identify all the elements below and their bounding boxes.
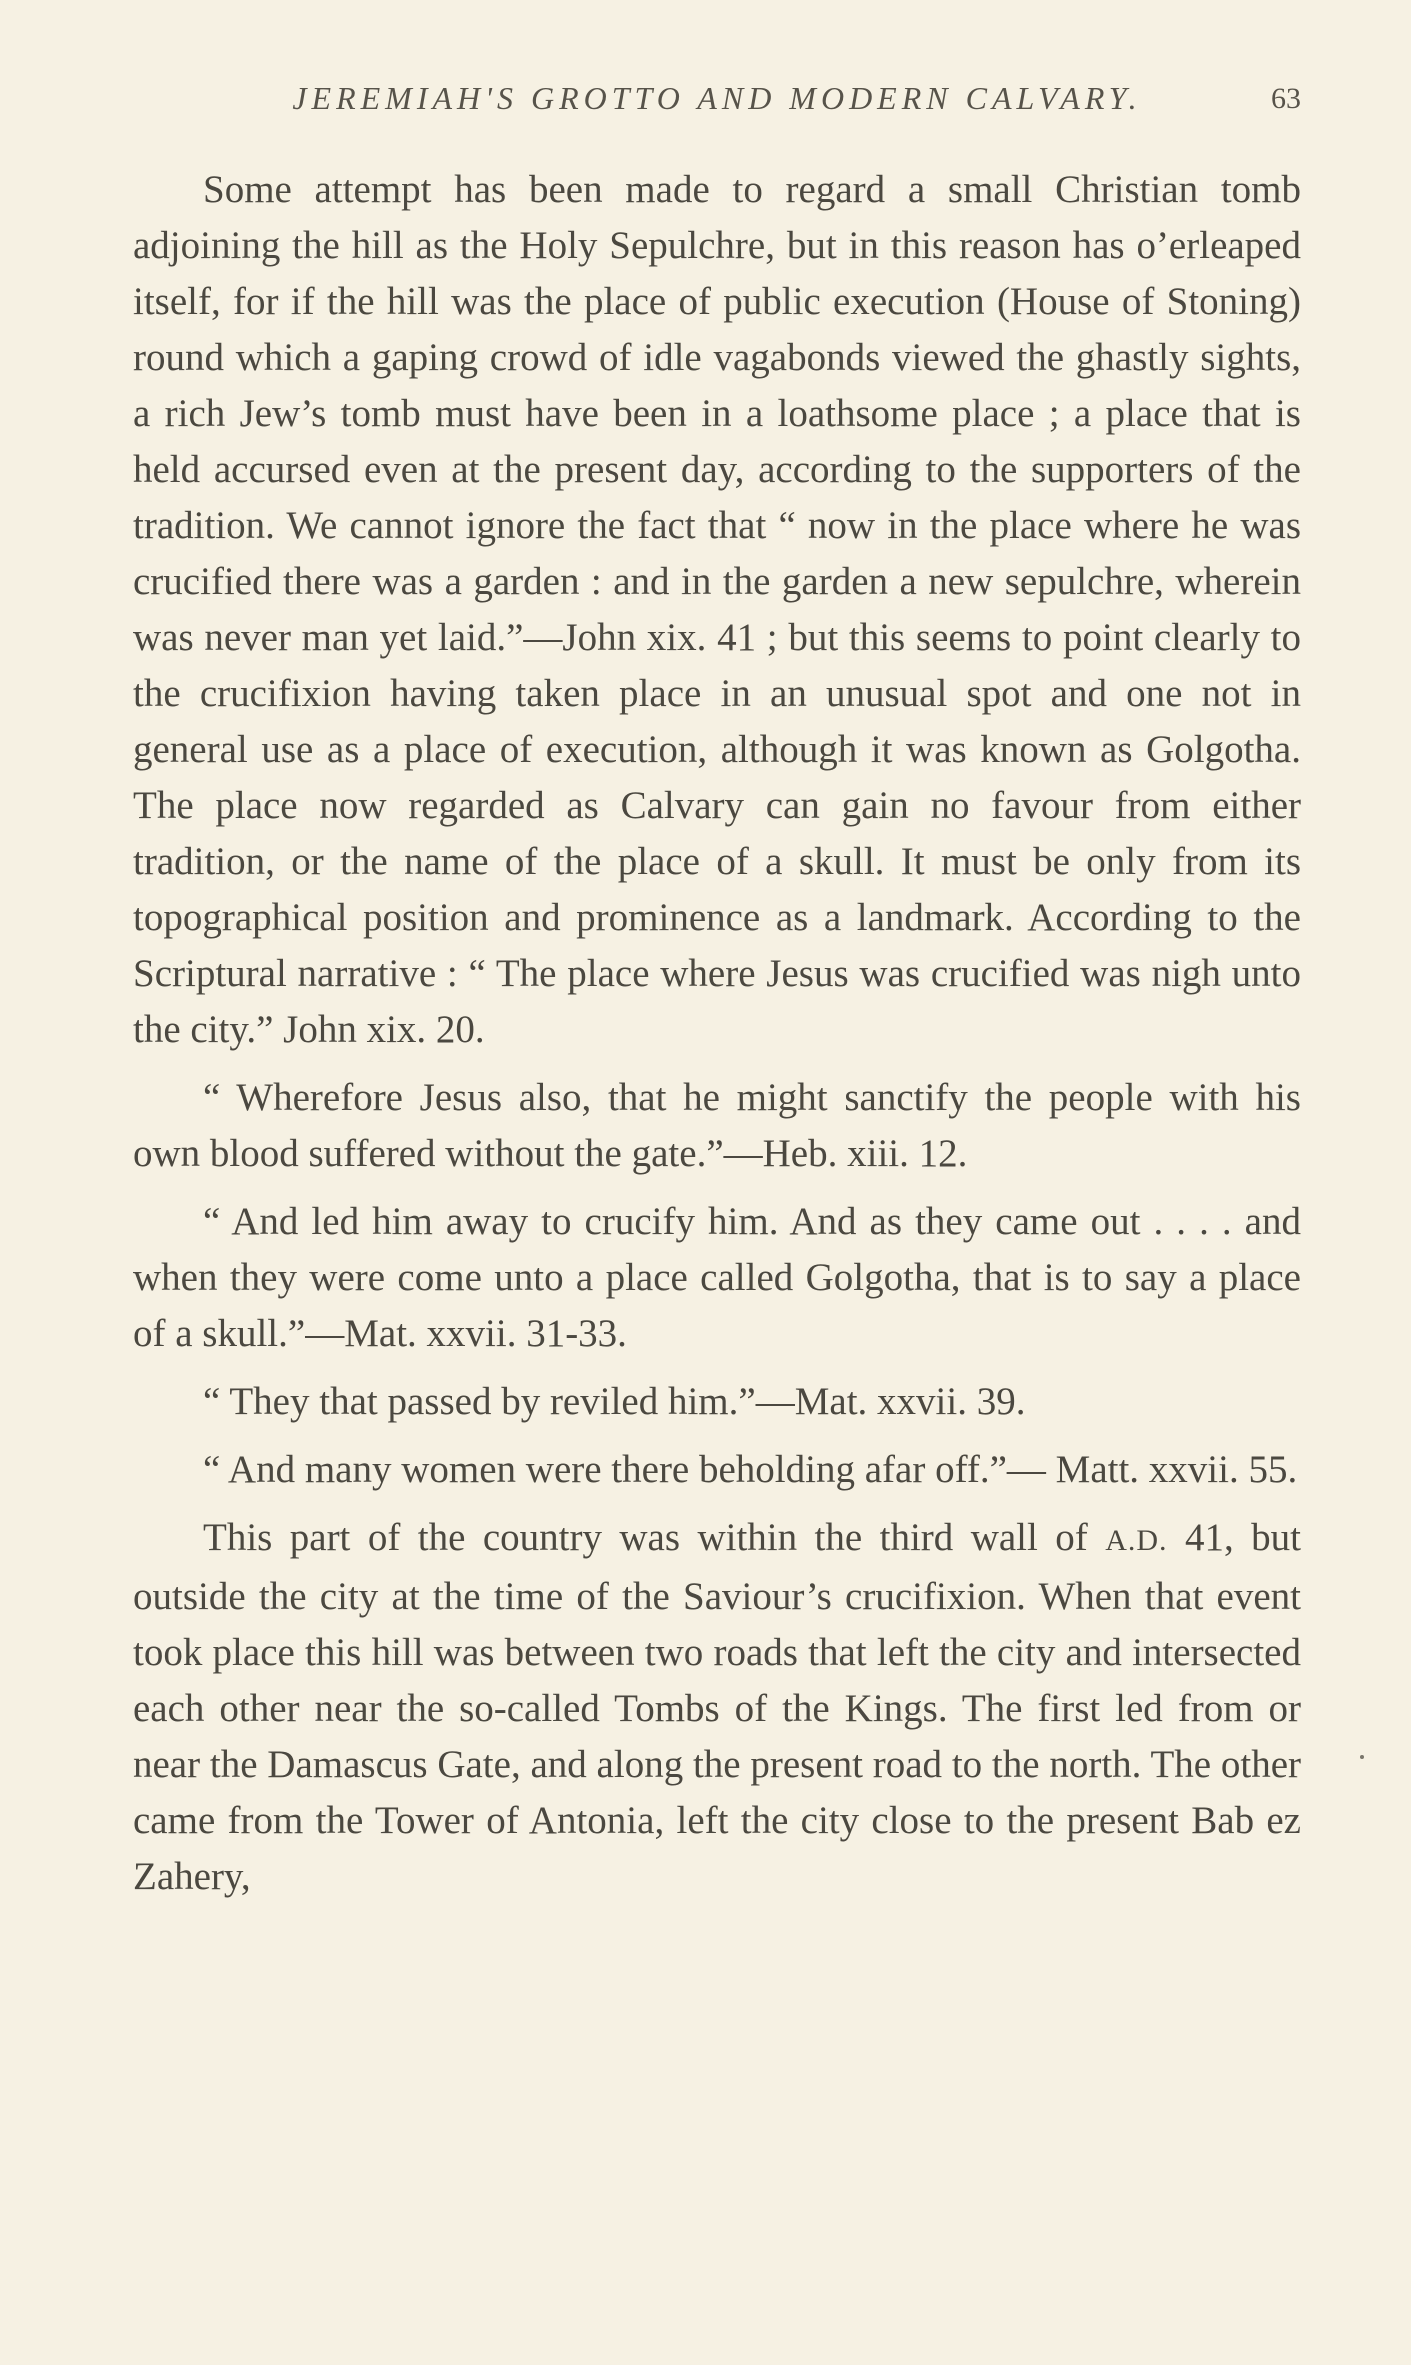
quote-matthew-31-33: “ And led him away to crucify him. And as they came out . . . . and when they were come unto a place called Golgotha, that is to say a place of a skull.”—Mat. xxvii. 31-33.: [133, 1200, 1301, 1355]
two-roads-start: This part of the country was within the third wall of: [203, 1516, 1088, 1559]
two-roads-rest: 41, but outside the city at the time of the Saviour’s crucifixion. When that event took place this hill was between two roads that left the city and intersected each other near the so-called Tombs of the Kings. The first led from or near the Damascus Gate, and along the present road to the north. The other came from the Tower of Antonia, left the city close to the present Bab ez Zahery,: [133, 1516, 1302, 1898]
era-abbreviation: A.D.: [1105, 1524, 1168, 1557]
quote-hebrews: “ Wherefore Jesus also, that he might sanctify the people with his own blood suffered without the gate.”—Heb. xiii. 12.: [133, 1076, 1301, 1175]
page-number: 63: [1271, 82, 1301, 115]
quote-matthew-55: “ And many women were there beholding afar off.”— Matt. xxvii. 55.: [203, 1448, 1298, 1491]
running-title: JEREMIAH'S GROTTO AND MODERN CALVARY.: [292, 80, 1142, 116]
print-speck: [1360, 1755, 1364, 1759]
quote-matthew-39: “ They that passed by reviled him.”—Mat. xxvii. 39.: [203, 1380, 1026, 1423]
body-text: [133, 162, 1301, 1905]
paragraph-two-roads: [133, 1510, 1301, 1905]
running-head: [133, 80, 1301, 130]
paragraph-calvary-tradition: Some attempt has been made to regard a small Christian tomb adjoining the hill as the Holy Sepulchre, but in this reason has o’erleaped itself, for if the hill was the place of public execution (House of Stoning) round which a gaping crowd of idle vagabonds viewed the ghastly sights, a rich Jew’s tomb must have been in a loathsome place ; a place that is held accursed even at the present day, according to the supporters of the tradition. We cannot ignore the fact that “ now in the place where he was crucified there was a garden : and in the garden a new sepulchre, wherein was never man yet laid.”—John xix. 41 ; but this seems to point clearly to the crucifixion having taken place in an unusual spot and one not in general use as a place of execution, although it was known as Golgotha. The place now regarded as Calvary can gain no favour from either tradition, or the name of the place of a skull. It must be only from its topographical position and prominence as a landmark. According to the Scriptural narrative : “ The place where Jesus was crucified was nigh unto the city.” John xix. 20.: [133, 168, 1301, 1051]
